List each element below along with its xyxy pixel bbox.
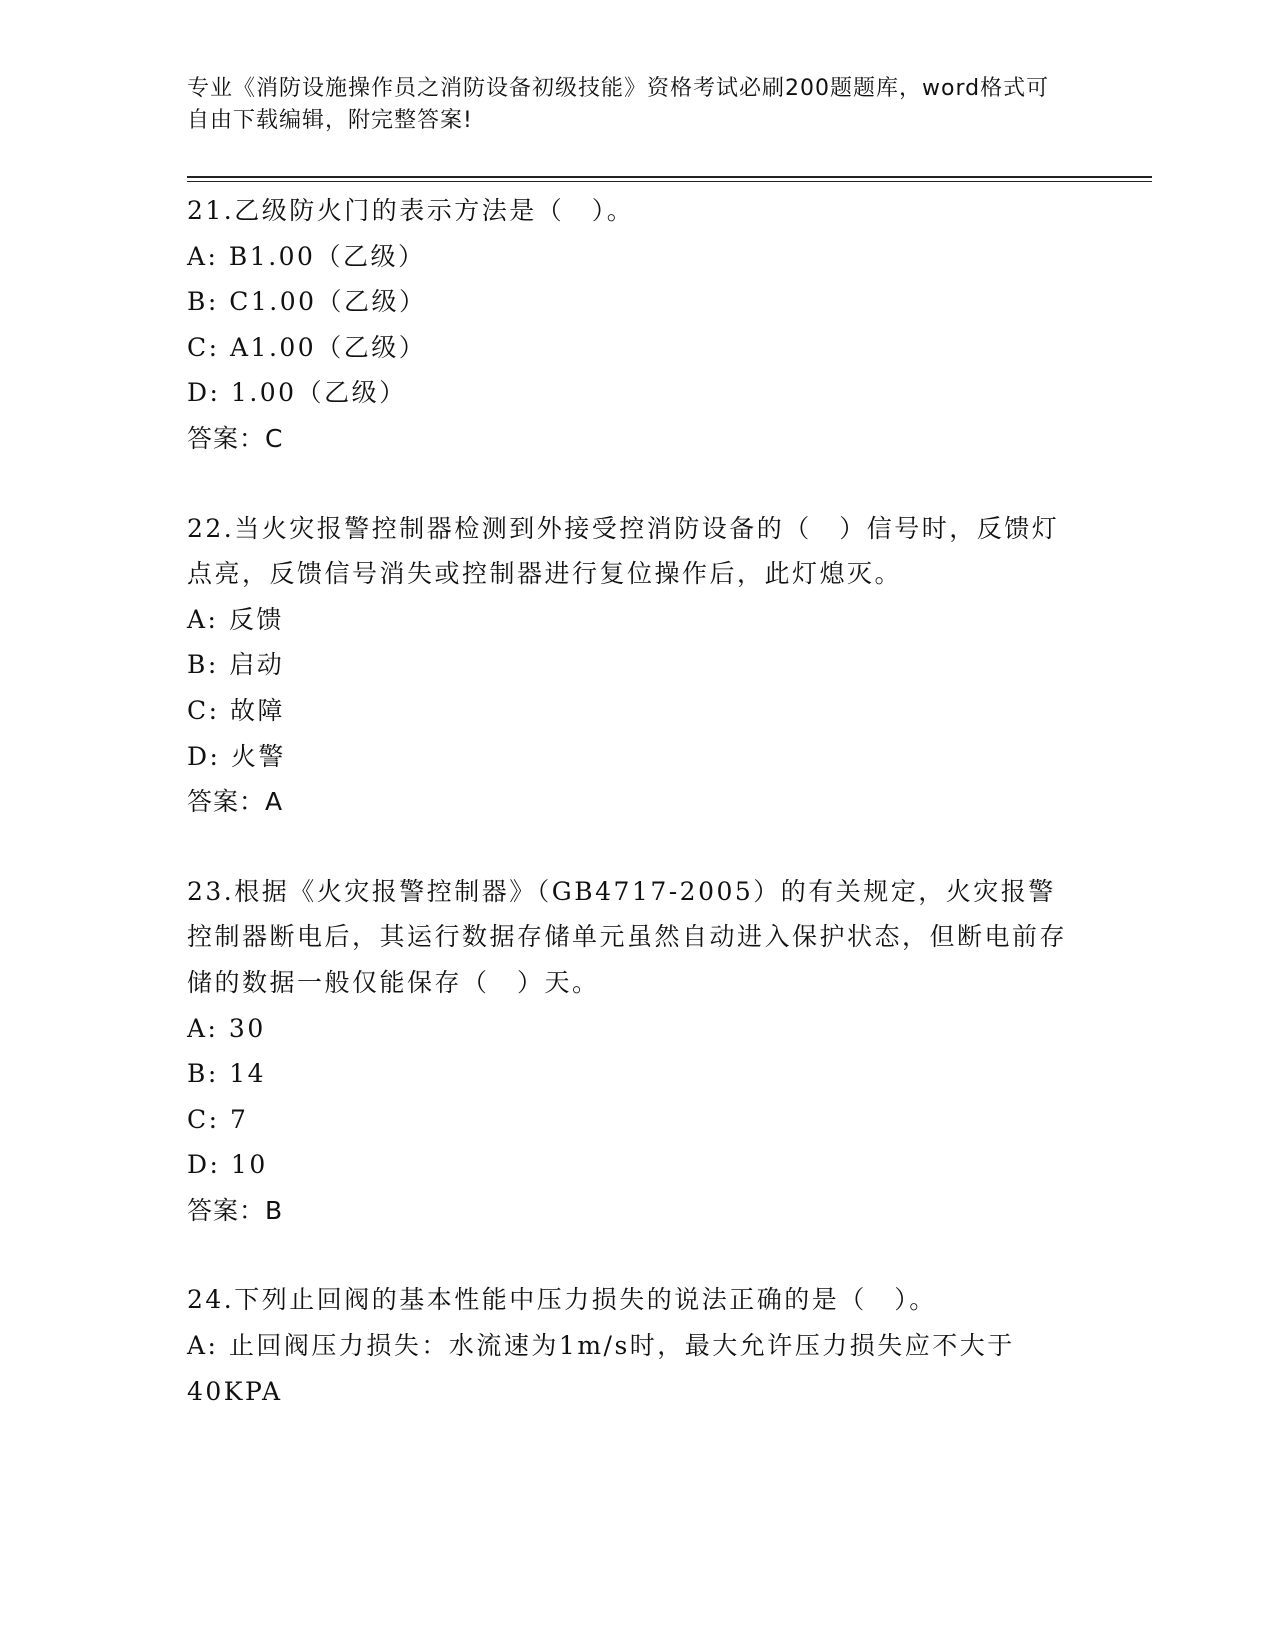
question-stem: 23.根据《火灾报警控制器》（GB4717-2005）的有关规定，火灾报警控制器断电后，其运行数据存储单元虽然自动进入保护状态，但断电前存储的数据一般仅能保存（ ）天。: [187, 876, 1068, 997]
option-c: C: A1.00（乙级）: [187, 332, 427, 362]
option-c: C: 7: [187, 1104, 249, 1134]
option-d: D: 1.00（乙级）: [187, 378, 407, 408]
header-divider-thin: [187, 181, 1152, 182]
question-24: [187, 1277, 1087, 1414]
question-21: [187, 188, 1087, 462]
question-stem: 21.乙级防火门的表示方法是（ ）。: [187, 196, 635, 225]
answer-label: 答案：C: [187, 423, 284, 453]
option-a: A: B1.00（乙级）: [187, 241, 426, 271]
question-stem: 22.当火灾报警控制器检测到外接受控消防设备的（ ）信号时，反馈灯点亮，反馈信号消失或控制器进行复位操作后，此灯熄灭。: [187, 513, 1060, 589]
option-a: A: 止回阀压力损失：水流速为1m/s时，最大允许压力损失应不大于40KPA: [187, 1331, 1015, 1406]
question-22: [187, 506, 1087, 825]
question-23: [187, 869, 1087, 1234]
question-stem: 24.下列止回阀的基本性能中压力损失的说法正确的是（ ）。: [187, 1285, 937, 1315]
option-d: D: 火警: [187, 741, 286, 771]
answer-label: 答案：B: [187, 1195, 284, 1225]
option-a: A: 30: [187, 1013, 266, 1043]
question-list: [187, 188, 1087, 1458]
option-b: B: 14: [187, 1059, 267, 1089]
document-header: 专业《消防设施操作员之消防设备初级技能》资格考试必刷200题题库，word格式可自由下载编辑，附完整答案!: [187, 76, 1050, 133]
option-b: B: C1.00（乙级）: [187, 287, 427, 317]
option-b: B: 启动: [187, 650, 285, 680]
option-c: C: 故障: [187, 695, 285, 725]
answer-label: 答案：A: [187, 787, 284, 817]
option-a: A: 反馈: [187, 604, 284, 634]
header-divider: [187, 176, 1152, 178]
option-d: D: 10: [187, 1150, 268, 1180]
